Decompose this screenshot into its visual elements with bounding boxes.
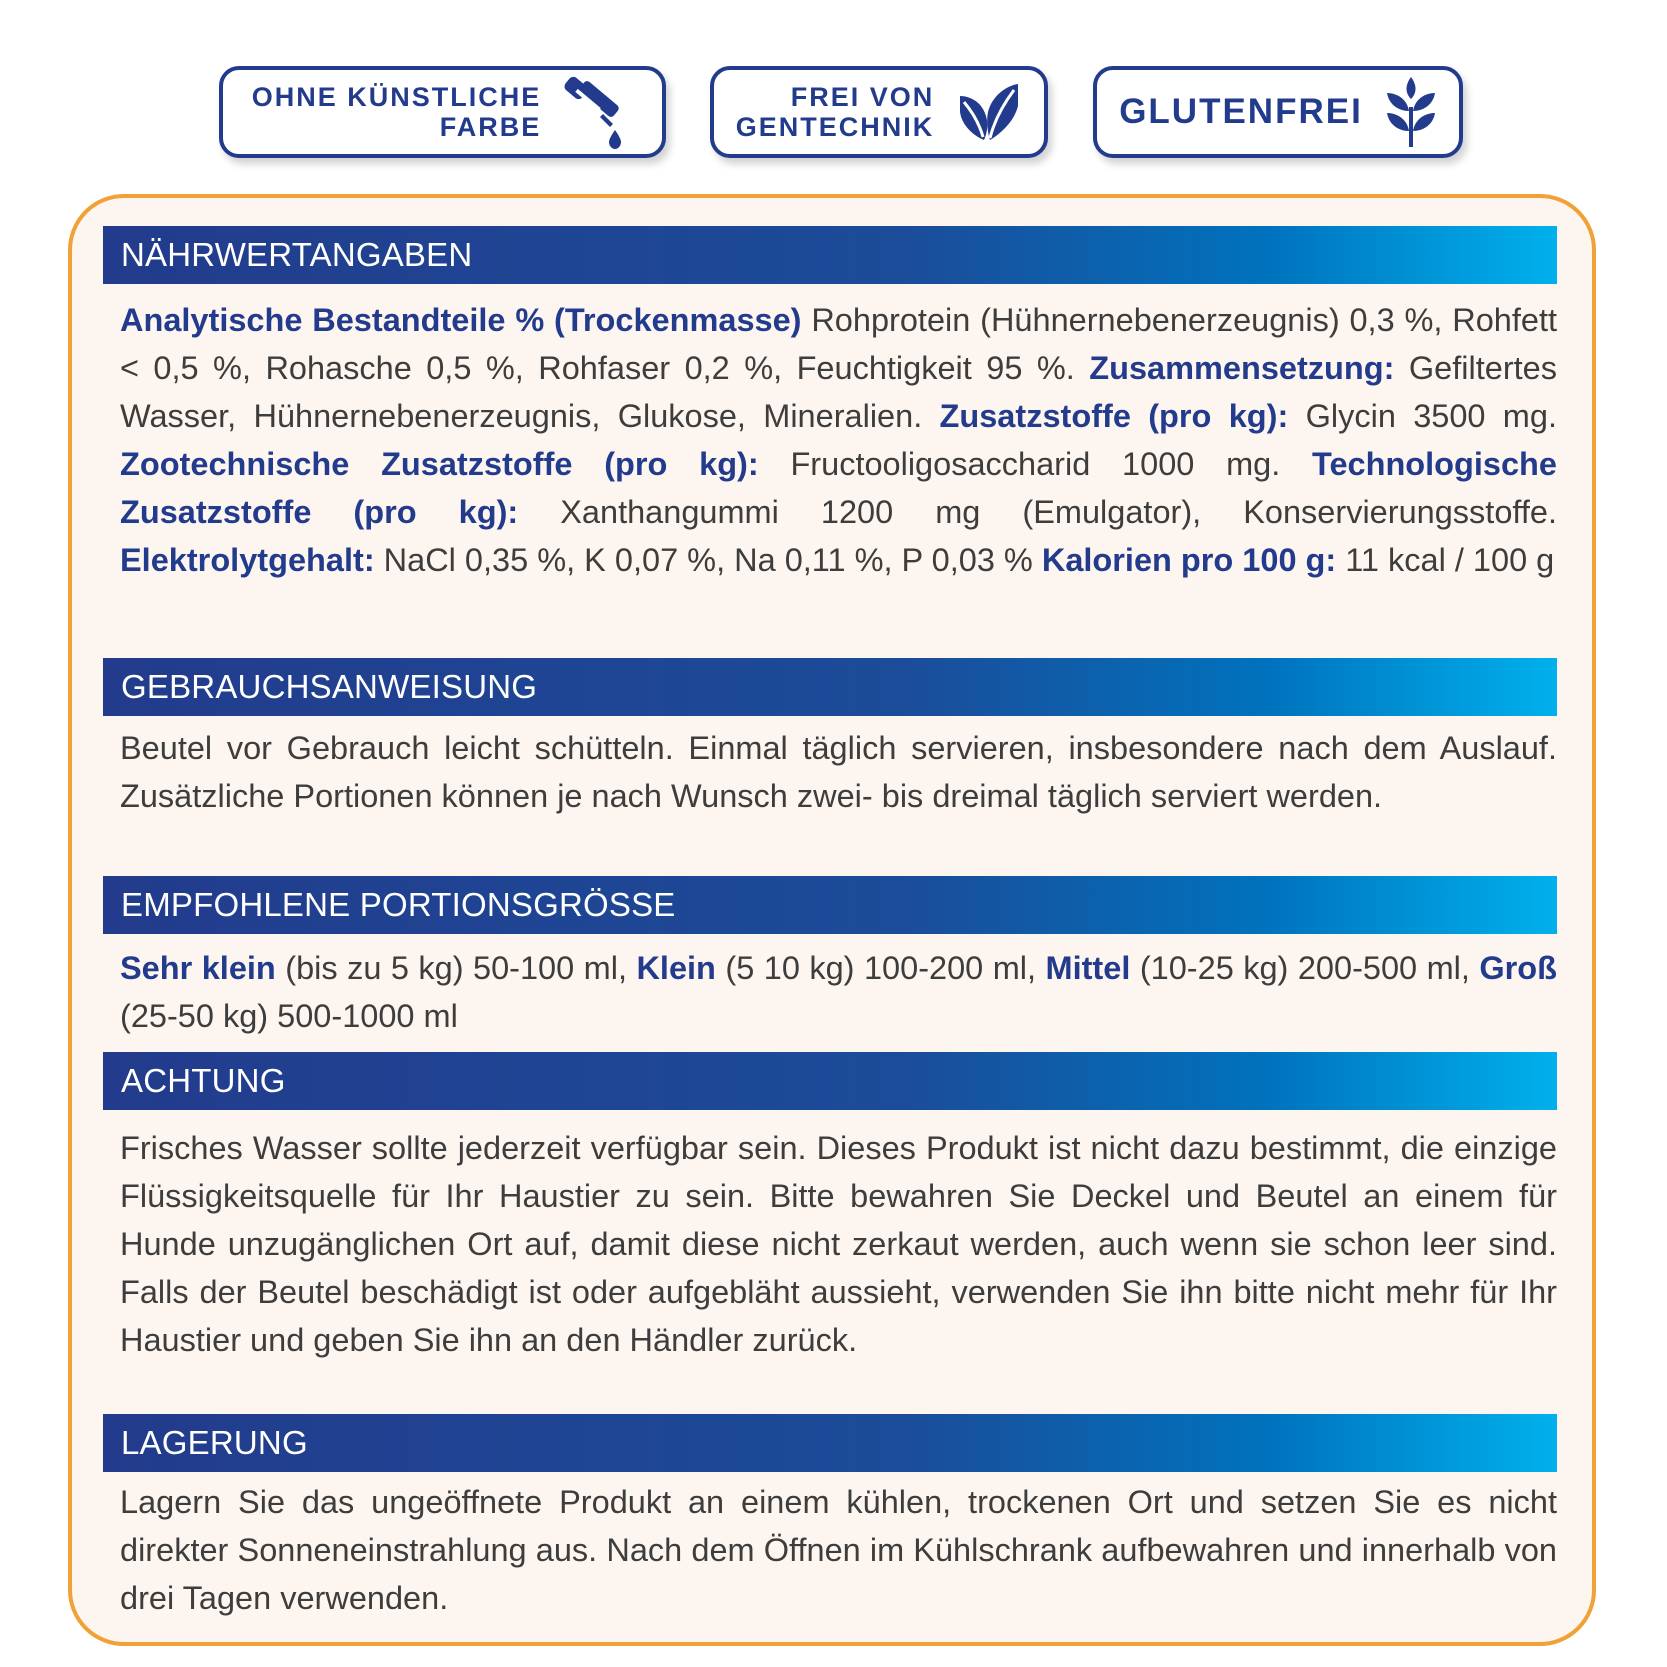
keyword: Sehr klein — [120, 950, 276, 986]
section-text-lagerung: Lagern Sie das ungeöffnete Produkt an einem kühlen, trockenen Ort und setzen Sie es nicht direkter Sonneneinstrahlung aus. Nach dem Öffnen im Kühlschrank aufbewahren und innerhalb von drei Tagen verwenden. — [120, 1484, 1557, 1616]
text-run: NaCl 0,35 %, K 0,07 %, Na 0,11 %, P 0,03 % — [374, 542, 1042, 578]
text-run: (25-50 kg) 500-1000 ml — [120, 998, 458, 1034]
text-run: (bis zu 5 kg) 50-100 ml, — [275, 950, 637, 986]
section-text-naehrwertangaben — [120, 296, 1557, 584]
section-header-portionsgroesse: EMPFOHLENE PORTIONSGRÖSSE — [103, 876, 1557, 934]
text-run: 11 kcal / 100 g — [1336, 542, 1555, 578]
keyword: Zusatzstoffe (pro kg): — [939, 398, 1289, 434]
text-run: Xanthangummi 1200 mg (Emulgator), Konservierungsstoffe. — [518, 494, 1557, 530]
section-header-lagerung: LAGERUNG — [103, 1414, 1557, 1472]
badge-line: GENTECHNIK — [735, 112, 935, 142]
badge-line: OHNE KÜNSTLICHE — [251, 82, 542, 112]
badge-no-artificial-color — [219, 66, 666, 158]
keyword: Kalorien pro 100 g: — [1041, 542, 1337, 578]
keyword: Analytische Bestandteile % (Trockenmasse) — [120, 302, 802, 338]
keyword: Mittel — [1045, 950, 1131, 986]
section-text-portionsgroesse — [120, 944, 1557, 1040]
text-run: Gefiltertes Wasser, Hühnernebenerzeugnis, Glukose, Mineralien. — [120, 350, 1557, 434]
keyword: Zusammensetzung: — [1089, 350, 1395, 386]
section-header-achtung: ACHTUNG — [103, 1052, 1557, 1110]
text-run: Glycin 3500 mg. — [1288, 398, 1557, 434]
section-text-gebrauchsanweisung: Beutel vor Gebrauch leicht schütteln. Einmal täglich servieren, insbesondere nach dem Auslauf. Zusätzliche Portionen können je nach Wunsch zwei- bis dreimal täglich serviert werden. — [120, 730, 1557, 814]
keyword: Zootechnische Zusatzstoffe (pro kg): — [120, 446, 759, 482]
badge-line: GLUTENFREI — [1119, 92, 1363, 131]
badge-gmo-free — [710, 66, 1048, 158]
keyword: Technologische Zusatzstoffe (pro kg): — [120, 446, 1557, 530]
leaf-icon — [956, 82, 1022, 142]
text-run: Fructooligosaccharid 1000 mg. — [758, 446, 1312, 482]
keyword: Groß — [1479, 950, 1557, 986]
badge-row — [0, 66, 1667, 166]
text-run: (5 10 kg) 100-200 ml, — [715, 950, 1046, 986]
badge-gluten-free — [1093, 66, 1463, 158]
keyword: Klein — [636, 950, 716, 986]
section-text-achtung: Frisches Wasser sollte jederzeit verfügbar sein. Dieses Produkt ist nicht dazu bestimmt, die einzige Flüssigkeitsquelle für Ihr Haustier zu sein. Bitte bewahren Sie Deckel und Beutel an einem für Hunde unzugänglichen Ort auf, damit diese nicht zerkaut werden, auch wenn sie schon leer sind. Falls der Beutel beschädigt ist oder aufgebläht aussieht, verwenden Sie ihn bitte nicht mehr für Ihr Haustier und geben Sie ihn an den Händler zurück. — [120, 1130, 1557, 1358]
badge-line: FARBE — [439, 112, 542, 142]
text-run: Rohprotein (Hühnernebenerzeugnis) 0,3 %, Rohfett < 0,5 %, Rohasche 0,5 %, Rohfaser 0,2 %, Feuchtigkeit 95 %. — [120, 302, 1558, 386]
wheat-icon — [1385, 77, 1437, 147]
badge-line: FREI VON — [790, 82, 935, 112]
section-header-naehrwertangaben: NÄHRWERTANGABEN — [103, 226, 1557, 284]
keyword: Elektrolytgehalt: — [120, 542, 375, 578]
dropper-icon — [563, 74, 633, 150]
section-header-gebrauchsanweisung: GEBRAUCHSANWEISUNG — [103, 658, 1557, 716]
text-run: (10-25 kg) 200-500 ml, — [1130, 950, 1480, 986]
